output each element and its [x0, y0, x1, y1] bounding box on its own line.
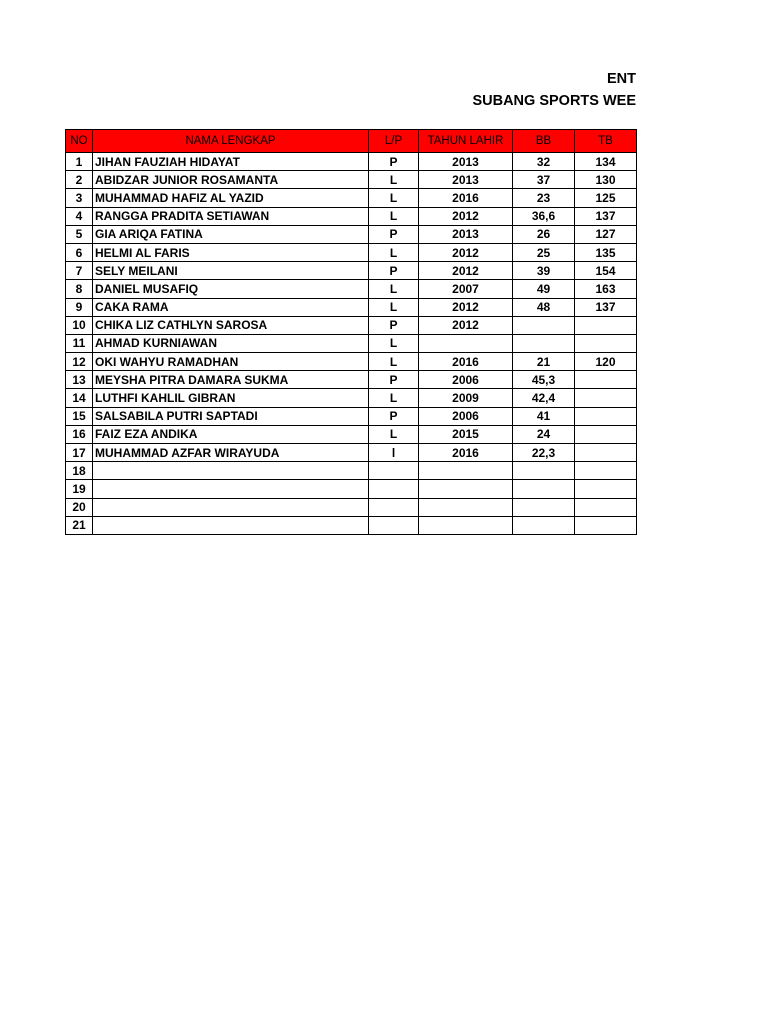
cell-birth-year: 2009: [419, 389, 513, 407]
cell-bb: 26: [513, 225, 575, 243]
cell-no: 6: [66, 243, 93, 261]
cell-gender: P: [369, 316, 419, 334]
cell-name: MEYSHA PITRA DAMARA SUKMA: [93, 371, 369, 389]
cell-gender: P: [369, 225, 419, 243]
cell-gender: P: [369, 262, 419, 280]
cell-tb: 134: [575, 153, 637, 171]
cell-no: 9: [66, 298, 93, 316]
cell-bb: 48: [513, 298, 575, 316]
cell-name: JIHAN FAUZIAH HIDAYAT: [93, 153, 369, 171]
table-row: [66, 153, 637, 171]
document-title: ENT: [607, 71, 636, 87]
cell-bb: 21: [513, 353, 575, 371]
cell-bb: 39: [513, 262, 575, 280]
table-row: [66, 262, 637, 280]
cell-bb: 23: [513, 189, 575, 207]
cell-no: 4: [66, 207, 93, 225]
table-header-row: [66, 130, 637, 153]
table-row: [66, 371, 637, 389]
cell-tb: [575, 334, 637, 352]
cell-no: 19: [66, 480, 93, 498]
document-subtitle: SUBANG SPORTS WEE: [472, 93, 636, 109]
cell-no: 5: [66, 225, 93, 243]
cell-name: SALSABILA PUTRI SAPTADI: [93, 407, 369, 425]
cell-no: 10: [66, 316, 93, 334]
cell-birth-year: 2012: [419, 243, 513, 261]
table-row: [66, 389, 637, 407]
cell-no: 2: [66, 171, 93, 189]
table-row: [66, 353, 637, 371]
cell-no: 12: [66, 353, 93, 371]
cell-gender: L: [369, 353, 419, 371]
cell-tb: 130: [575, 171, 637, 189]
cell-gender: L: [369, 171, 419, 189]
table-row: [66, 243, 637, 261]
table-row: [66, 225, 637, 243]
cell-birth-year: 2006: [419, 407, 513, 425]
cell-name: CAKA RAMA: [93, 298, 369, 316]
cell-gender: l: [369, 444, 419, 462]
cell-birth-year: [419, 498, 513, 516]
table-row: [66, 189, 637, 207]
cell-bb: [513, 462, 575, 480]
table-row: [66, 407, 637, 425]
cell-bb: 24: [513, 425, 575, 443]
cell-no: 14: [66, 389, 93, 407]
cell-birth-year: 2006: [419, 371, 513, 389]
cell-no: 3: [66, 189, 93, 207]
table-row: [66, 316, 637, 334]
table-body: [66, 153, 637, 535]
cell-birth-year: 2016: [419, 189, 513, 207]
cell-bb: 32: [513, 153, 575, 171]
cell-name: ABIDZAR JUNIOR ROSAMANTA: [93, 171, 369, 189]
table-row: [66, 207, 637, 225]
cell-gender: [369, 516, 419, 534]
cell-name: [93, 516, 369, 534]
cell-gender: L: [369, 189, 419, 207]
table-row: [66, 280, 637, 298]
cell-birth-year: 2013: [419, 225, 513, 243]
roster-table: [65, 129, 637, 535]
table-row: [66, 516, 637, 534]
cell-no: 8: [66, 280, 93, 298]
cell-gender: L: [369, 298, 419, 316]
cell-name: LUTHFI KAHLIL GIBRAN: [93, 389, 369, 407]
cell-birth-year: 2013: [419, 153, 513, 171]
cell-tb: 137: [575, 207, 637, 225]
cell-bb: [513, 480, 575, 498]
cell-no: 11: [66, 334, 93, 352]
cell-gender: [369, 498, 419, 516]
cell-name: OKI WAHYU RAMADHAN: [93, 353, 369, 371]
cell-name: DANIEL MUSAFIQ: [93, 280, 369, 298]
cell-tb: [575, 444, 637, 462]
cell-no: 16: [66, 425, 93, 443]
cell-gender: L: [369, 425, 419, 443]
cell-bb: 37: [513, 171, 575, 189]
cell-name: [93, 480, 369, 498]
cell-name: FAIZ EZA ANDIKA: [93, 425, 369, 443]
cell-gender: [369, 462, 419, 480]
cell-birth-year: 2016: [419, 444, 513, 462]
cell-name: SELY MEILANI: [93, 262, 369, 280]
cell-name: HELMI AL FARIS: [93, 243, 369, 261]
cell-tb: [575, 371, 637, 389]
header-birth-year: TAHUN LAHIR: [419, 130, 513, 153]
header-no: NO: [66, 130, 93, 153]
cell-gender: L: [369, 243, 419, 261]
cell-birth-year: 2012: [419, 316, 513, 334]
table-row: [66, 171, 637, 189]
table-row: [66, 298, 637, 316]
cell-tb: [575, 316, 637, 334]
cell-name: GIA ARIQA FATINA: [93, 225, 369, 243]
cell-no: 7: [66, 262, 93, 280]
cell-no: 20: [66, 498, 93, 516]
cell-no: 21: [66, 516, 93, 534]
cell-name: AHMAD KURNIAWAN: [93, 334, 369, 352]
cell-no: 17: [66, 444, 93, 462]
cell-bb: 22,3: [513, 444, 575, 462]
cell-gender: P: [369, 407, 419, 425]
cell-tb: 125: [575, 189, 637, 207]
cell-tb: [575, 462, 637, 480]
cell-tb: [575, 480, 637, 498]
cell-no: 18: [66, 462, 93, 480]
cell-name: MUHAMMAD AZFAR WIRAYUDA: [93, 444, 369, 462]
table-row: [66, 334, 637, 352]
cell-bb: 36,6: [513, 207, 575, 225]
cell-tb: [575, 498, 637, 516]
cell-bb: [513, 334, 575, 352]
cell-birth-year: [419, 334, 513, 352]
cell-gender: L: [369, 207, 419, 225]
cell-name: MUHAMMAD HAFIZ AL YAZID: [93, 189, 369, 207]
table-row: [66, 462, 637, 480]
cell-bb: [513, 516, 575, 534]
cell-bb: 25: [513, 243, 575, 261]
cell-tb: 154: [575, 262, 637, 280]
table-row: [66, 498, 637, 516]
cell-bb: 41: [513, 407, 575, 425]
cell-tb: [575, 407, 637, 425]
cell-bb: [513, 498, 575, 516]
table-row: [66, 425, 637, 443]
header-tb: TB: [575, 130, 637, 153]
cell-gender: P: [369, 153, 419, 171]
cell-tb: 135: [575, 243, 637, 261]
cell-gender: L: [369, 334, 419, 352]
cell-gender: P: [369, 371, 419, 389]
cell-tb: 120: [575, 353, 637, 371]
cell-birth-year: [419, 462, 513, 480]
cell-no: 1: [66, 153, 93, 171]
header-name: NAMA LENGKAP: [93, 130, 369, 153]
cell-birth-year: 2012: [419, 298, 513, 316]
cell-birth-year: 2015: [419, 425, 513, 443]
header-bb: BB: [513, 130, 575, 153]
cell-tb: [575, 425, 637, 443]
cell-name: [93, 462, 369, 480]
cell-name: RANGGA PRADITA SETIAWAN: [93, 207, 369, 225]
table-row: [66, 480, 637, 498]
cell-tb: 127: [575, 225, 637, 243]
cell-birth-year: [419, 516, 513, 534]
table-row: [66, 444, 637, 462]
cell-bb: 49: [513, 280, 575, 298]
cell-tb: 137: [575, 298, 637, 316]
cell-bb: 45,3: [513, 371, 575, 389]
cell-gender: L: [369, 389, 419, 407]
cell-tb: 163: [575, 280, 637, 298]
cell-name: CHIKA LIZ CATHLYN SAROSA: [93, 316, 369, 334]
cell-tb: [575, 389, 637, 407]
cell-birth-year: 2012: [419, 207, 513, 225]
cell-birth-year: 2012: [419, 262, 513, 280]
cell-name: [93, 498, 369, 516]
cell-birth-year: 2013: [419, 171, 513, 189]
cell-tb: [575, 516, 637, 534]
header-gender: L/P: [369, 130, 419, 153]
cell-gender: L: [369, 280, 419, 298]
cell-birth-year: 2007: [419, 280, 513, 298]
cell-gender: [369, 480, 419, 498]
cell-no: 13: [66, 371, 93, 389]
cell-bb: 42,4: [513, 389, 575, 407]
cell-birth-year: 2016: [419, 353, 513, 371]
cell-no: 15: [66, 407, 93, 425]
cell-birth-year: [419, 480, 513, 498]
cell-bb: [513, 316, 575, 334]
